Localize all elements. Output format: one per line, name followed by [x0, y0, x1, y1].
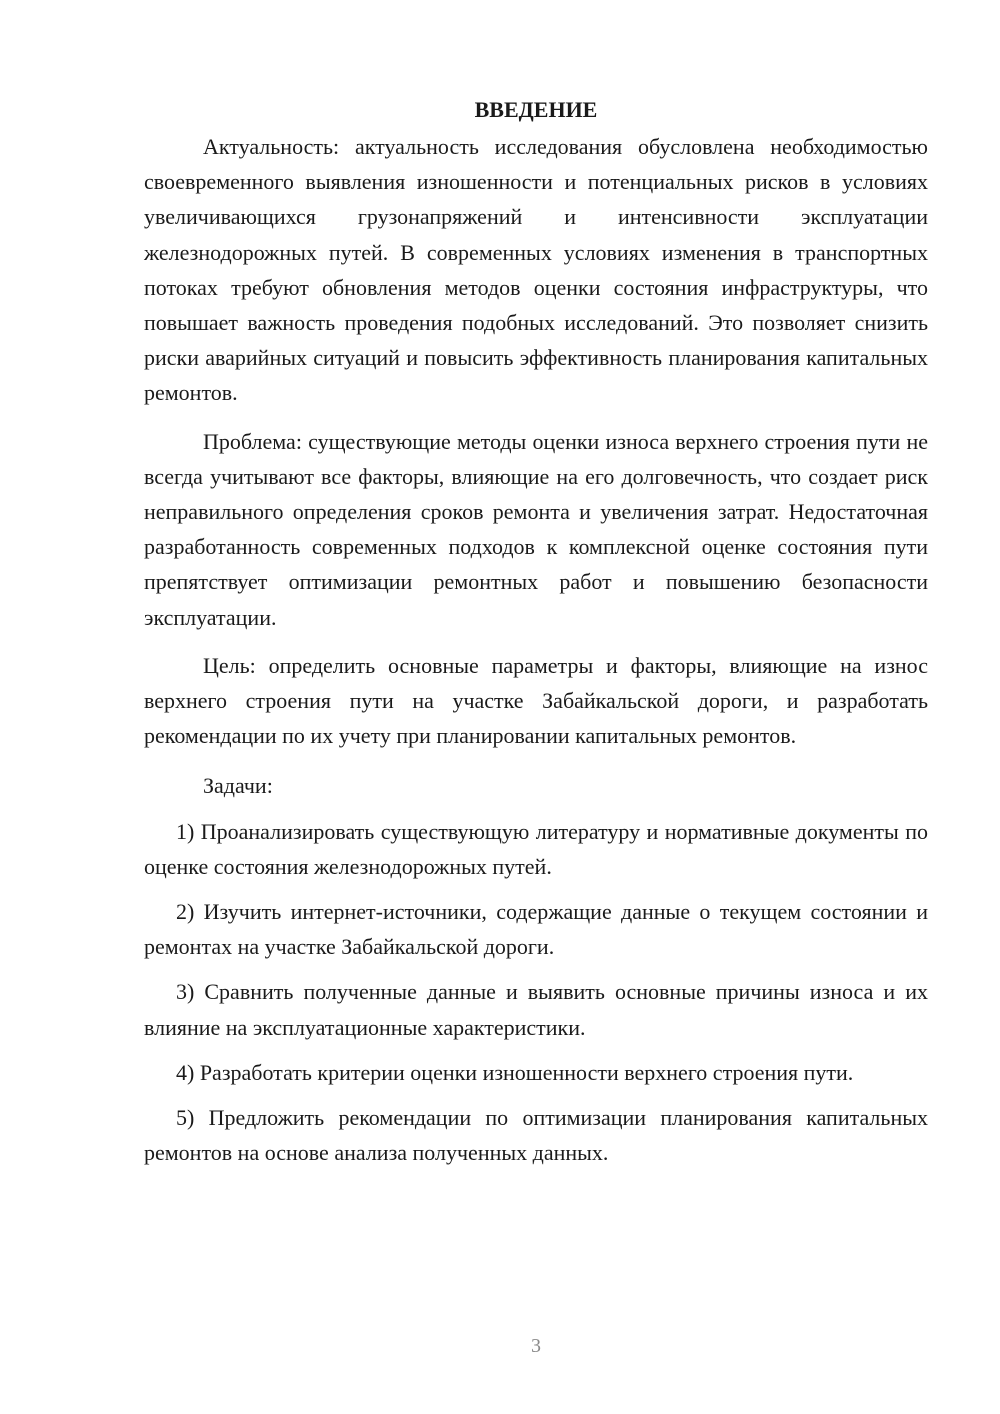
paragraph-relevance: Актуальность: актуальность исследования обусловлена необходимостью своевременного выявления изношенности и потенциальных рисков в условиях увеличивающихся грузонапряжений и интенсивности эксплуатации железнодорожных путей. В современных условиях изменения в транспортных потоках требуют обновления методов оценки состояния инфраструктуры, что повышает важность проведения подобных исследований. Это позволяет снизить риски аварийных ситуаций и повысить эффективность планирования капитальных ремонтов. [144, 134, 928, 406]
task-item-2: 2) Изучить интернет-источники, содержащие данные о текущем состоянии и ремонтах на участке Забайкальской дороги. [144, 899, 928, 960]
task-list [144, 814, 928, 1171]
task-item-3: 3) Сравнить полученные данные и выявить основные причины износа и их влияние на эксплуатационные характеристики. [144, 979, 928, 1040]
page-content [144, 92, 928, 1180]
paragraph-goal: Цель: определить основные параметры и факторы, влияющие на износ верхнего строения пути на участке Забайкальской дороги, и разработать рекомендации по их учету при планировании капитальных ремонтов. [144, 652, 928, 749]
task-item-5: 5) Предложить рекомендации по оптимизации планирования капитальных ремонтов на основе анализа полученных данных. [144, 1105, 928, 1166]
paragraph-problem: Проблема: существующие методы оценки износа верхнего строения пути не всегда учитывают все факторы, влияющие на его долговечность, что создает риск неправильного определения сроков ремонта и увеличения затрат. Недостаточная разработанность современных подходов к комплексной оценке состояния пути препятствует оптимизации ремонтных работ и повышению безопасности эксплуатации. [144, 428, 928, 630]
task-item-4: 4) Разработать критерии оценки изношенности верхнего строения пути. [176, 1059, 854, 1085]
section-title: ВВЕДЕНИЕ [474, 97, 598, 122]
page-number: 3 [531, 1335, 541, 1357]
task-item-1: 1) Проанализировать существующую литературу и нормативные документы по оценке состояния железнодорожных путей. [144, 818, 928, 879]
tasks-label: Задачи: [203, 773, 273, 799]
